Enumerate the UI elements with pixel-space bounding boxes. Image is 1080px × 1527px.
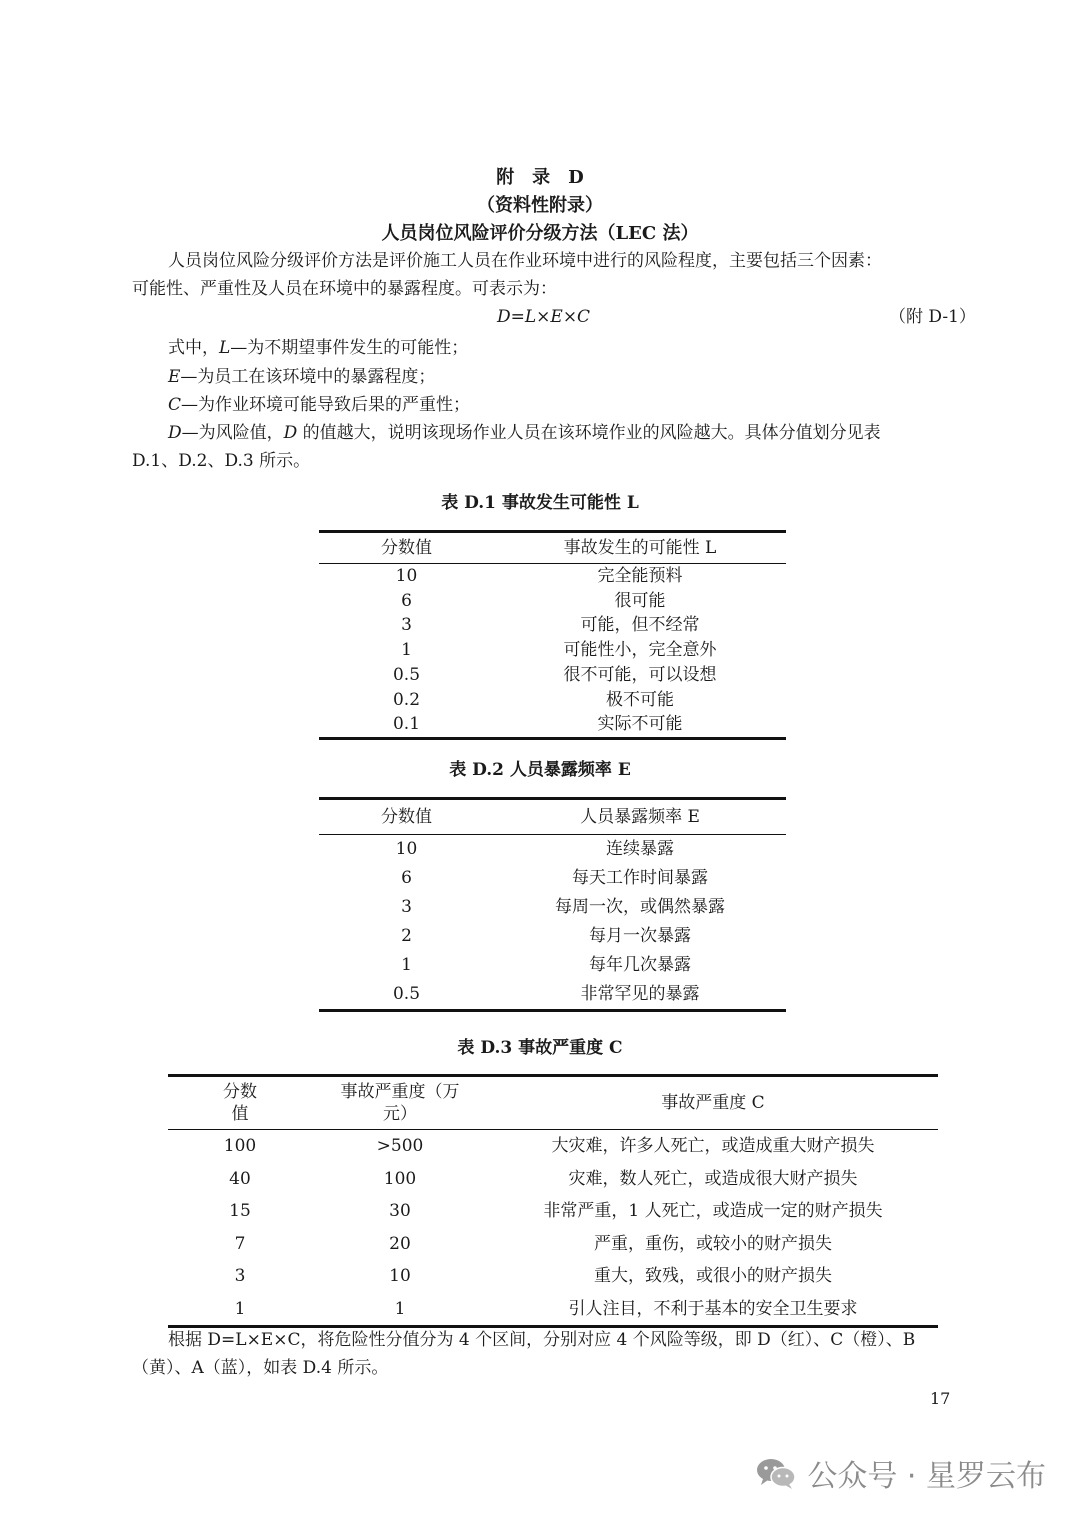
table1-cell-desc: 可能，但不经常	[580, 615, 700, 636]
table3-cell-score: 1	[234, 1298, 246, 1319]
table-d3	[168, 1074, 938, 1328]
definition-E	[132, 364, 1016, 391]
table1-cell-desc: 极不可能	[606, 689, 674, 710]
def-text: —为员工在该环境中的暴露程度；	[180, 367, 436, 387]
table1-cell-desc: 完全能预料	[597, 566, 683, 586]
def-text: —为作业环境可能导致后果的严重性；	[181, 395, 471, 415]
appendix-heading: 人员岗位风险评价分级方法（LEC 法）	[381, 223, 699, 244]
table-row	[168, 1293, 938, 1327]
table3-cell-loss: 30	[389, 1201, 411, 1221]
definition-L	[132, 335, 1016, 362]
def-prefix: 式中，	[168, 338, 219, 358]
table-row	[319, 663, 786, 688]
table2-cell-desc: 每年几次暴露	[589, 955, 691, 975]
watermark	[755, 1451, 1046, 1495]
table1-cell-desc: 实际不可能	[597, 714, 683, 735]
table-row	[319, 951, 786, 980]
table3-cell-desc: 灾难，数人死亡，或造成很大财产损失	[568, 1168, 858, 1189]
table3-cell-loss: 20	[389, 1233, 411, 1254]
def-text: 的值越大，说明该现场作业人员在该环境作业的风险越大。具体分值划分见表	[297, 423, 881, 443]
def-text: —为不期望事件发生的可能性；	[230, 338, 469, 358]
table1-cell-desc: 很可能	[614, 590, 666, 611]
wechat-icon	[755, 1456, 797, 1490]
table3-cell-score: 15	[229, 1201, 251, 1221]
table1-cell-score: 6	[401, 590, 412, 611]
table1-header-score: 分数值	[319, 532, 494, 564]
table-row	[319, 980, 786, 1011]
table1-cell-score: 0.2	[392, 689, 421, 710]
header-line: 分数	[223, 1082, 257, 1102]
table2-header-exposure: 人员暴露频率 E	[494, 799, 786, 835]
table-row	[319, 589, 786, 614]
appendix-title: 附 录 D	[496, 167, 584, 188]
table3-cell-desc: 引人注目，不利于基本的安全卫生要求	[568, 1298, 858, 1319]
table-row	[319, 864, 786, 893]
table3-cell-desc: 严重，重伤，或较小的财产损失	[594, 1233, 832, 1254]
def-symbol: E	[168, 367, 181, 387]
table3-header-score	[168, 1076, 312, 1130]
table-row	[168, 1228, 938, 1261]
header-line: 值	[231, 1104, 249, 1124]
table2-cell-desc: 非常罕见的暴露	[580, 984, 700, 1004]
table3-cell-desc: 重大，致残，或很小的财产损失	[594, 1266, 832, 1286]
table2-cell-score: 1	[401, 955, 412, 975]
table2-caption: 表 D.2 人员暴露频率 E	[449, 760, 631, 780]
table3-cell-score: 7	[234, 1233, 246, 1254]
table2-cell-score: 3	[401, 897, 412, 917]
table-row	[319, 712, 786, 738]
table-row	[168, 1260, 938, 1293]
table-row	[319, 564, 786, 589]
table3-cell-desc: 大灾难，许多人死亡，或造成重大财产损失	[551, 1136, 875, 1156]
table-row	[319, 613, 786, 638]
table3-cell-loss: 1	[394, 1298, 406, 1319]
table-row	[168, 1130, 938, 1163]
table1-cell-desc: 很不可能，可以设想	[563, 664, 717, 685]
table-row	[168, 1195, 938, 1228]
table2-cell-desc: 连续暴露	[606, 839, 674, 859]
table2-cell-score: 6	[401, 868, 412, 888]
table3-header-loss	[312, 1076, 488, 1130]
formula-label: （附 D-1）	[889, 307, 976, 327]
table2-cell-score: 0.5	[392, 984, 421, 1004]
definition-C	[132, 392, 1016, 419]
def-symbol: D	[168, 423, 182, 443]
table3-cell-loss: >500	[376, 1136, 424, 1156]
table2-cell-score: 2	[401, 926, 412, 946]
table-d1	[319, 530, 786, 740]
table1-cell-score: 0.1	[392, 714, 421, 735]
table-row	[319, 893, 786, 922]
definition-D	[132, 420, 1016, 447]
watermark-label: 公众号 · 星罗云布	[807, 1459, 1046, 1494]
table3-cell-score: 100	[223, 1136, 257, 1156]
def-symbol: D	[283, 423, 298, 443]
table1-caption: 表 D.1 事故发生可能性 L	[441, 493, 639, 513]
definition-tail: D.1、D.2、D.3 所示。	[132, 451, 311, 471]
appendix-subtitle: （资料性附录）	[477, 195, 603, 216]
table1-cell-score: 1	[401, 640, 412, 661]
table3-header-severity: 事故严重度 C	[488, 1076, 938, 1130]
table3-cell-loss: 10	[389, 1266, 411, 1286]
closing-line-2: （黄）、A（蓝），如表 D.4 所示。	[132, 1358, 389, 1378]
table1-cell-score: 0.5	[392, 664, 421, 685]
table1-cell-score: 3	[401, 615, 412, 636]
table3-cell-score: 3	[234, 1266, 246, 1286]
def-text: —为风险值，	[181, 423, 284, 443]
table-row	[319, 688, 786, 713]
table3-cell-desc: 非常严重，1 人死亡，或造成一定的财产损失	[543, 1201, 883, 1221]
table2-cell-desc: 每月一次暴露	[589, 926, 691, 946]
table-d2	[319, 797, 786, 1012]
table3-caption: 表 D.3 事故严重度 C	[457, 1038, 623, 1058]
def-symbol: C	[168, 395, 182, 415]
table2-cell-score: 10	[395, 839, 418, 859]
table3-cell-score: 40	[229, 1168, 251, 1189]
table1-cell-score: 10	[395, 566, 418, 586]
table-row	[319, 835, 786, 865]
table-row	[319, 922, 786, 951]
table1-header-likelihood: 事故发生的可能性 L	[494, 532, 786, 564]
table2-cell-desc: 每天工作时间暴露	[572, 868, 708, 888]
table1-cell-desc: 可能性小，完全意外	[563, 640, 717, 661]
table-row	[319, 638, 786, 663]
header-line: 元）	[383, 1104, 417, 1124]
header-line: 事故严重度（万	[340, 1082, 460, 1102]
page-number: 17	[930, 1389, 951, 1408]
intro-line-1: 人员岗位风险分级评价方法是评价施工人员在作业环境中进行的风险程度，主要包括三个因素：	[168, 251, 882, 271]
table2-cell-desc: 每周一次，或偶然暴露	[555, 897, 725, 917]
intro-line-2: 可能性、严重性及人员在环境中的暴露程度。可表示为：	[132, 279, 557, 299]
table3-cell-loss: 100	[383, 1168, 417, 1189]
table-row	[168, 1163, 938, 1196]
table2-header-score: 分数值	[319, 799, 494, 835]
closing-line-1: 根据 D=L×E×C，将危险性分值分为 4 个区间，分别对应 4 个风险等级，即 D（红）、C（橙）、B	[168, 1330, 916, 1350]
formula: D=L×E×C	[497, 307, 591, 327]
def-symbol: L	[219, 338, 231, 358]
